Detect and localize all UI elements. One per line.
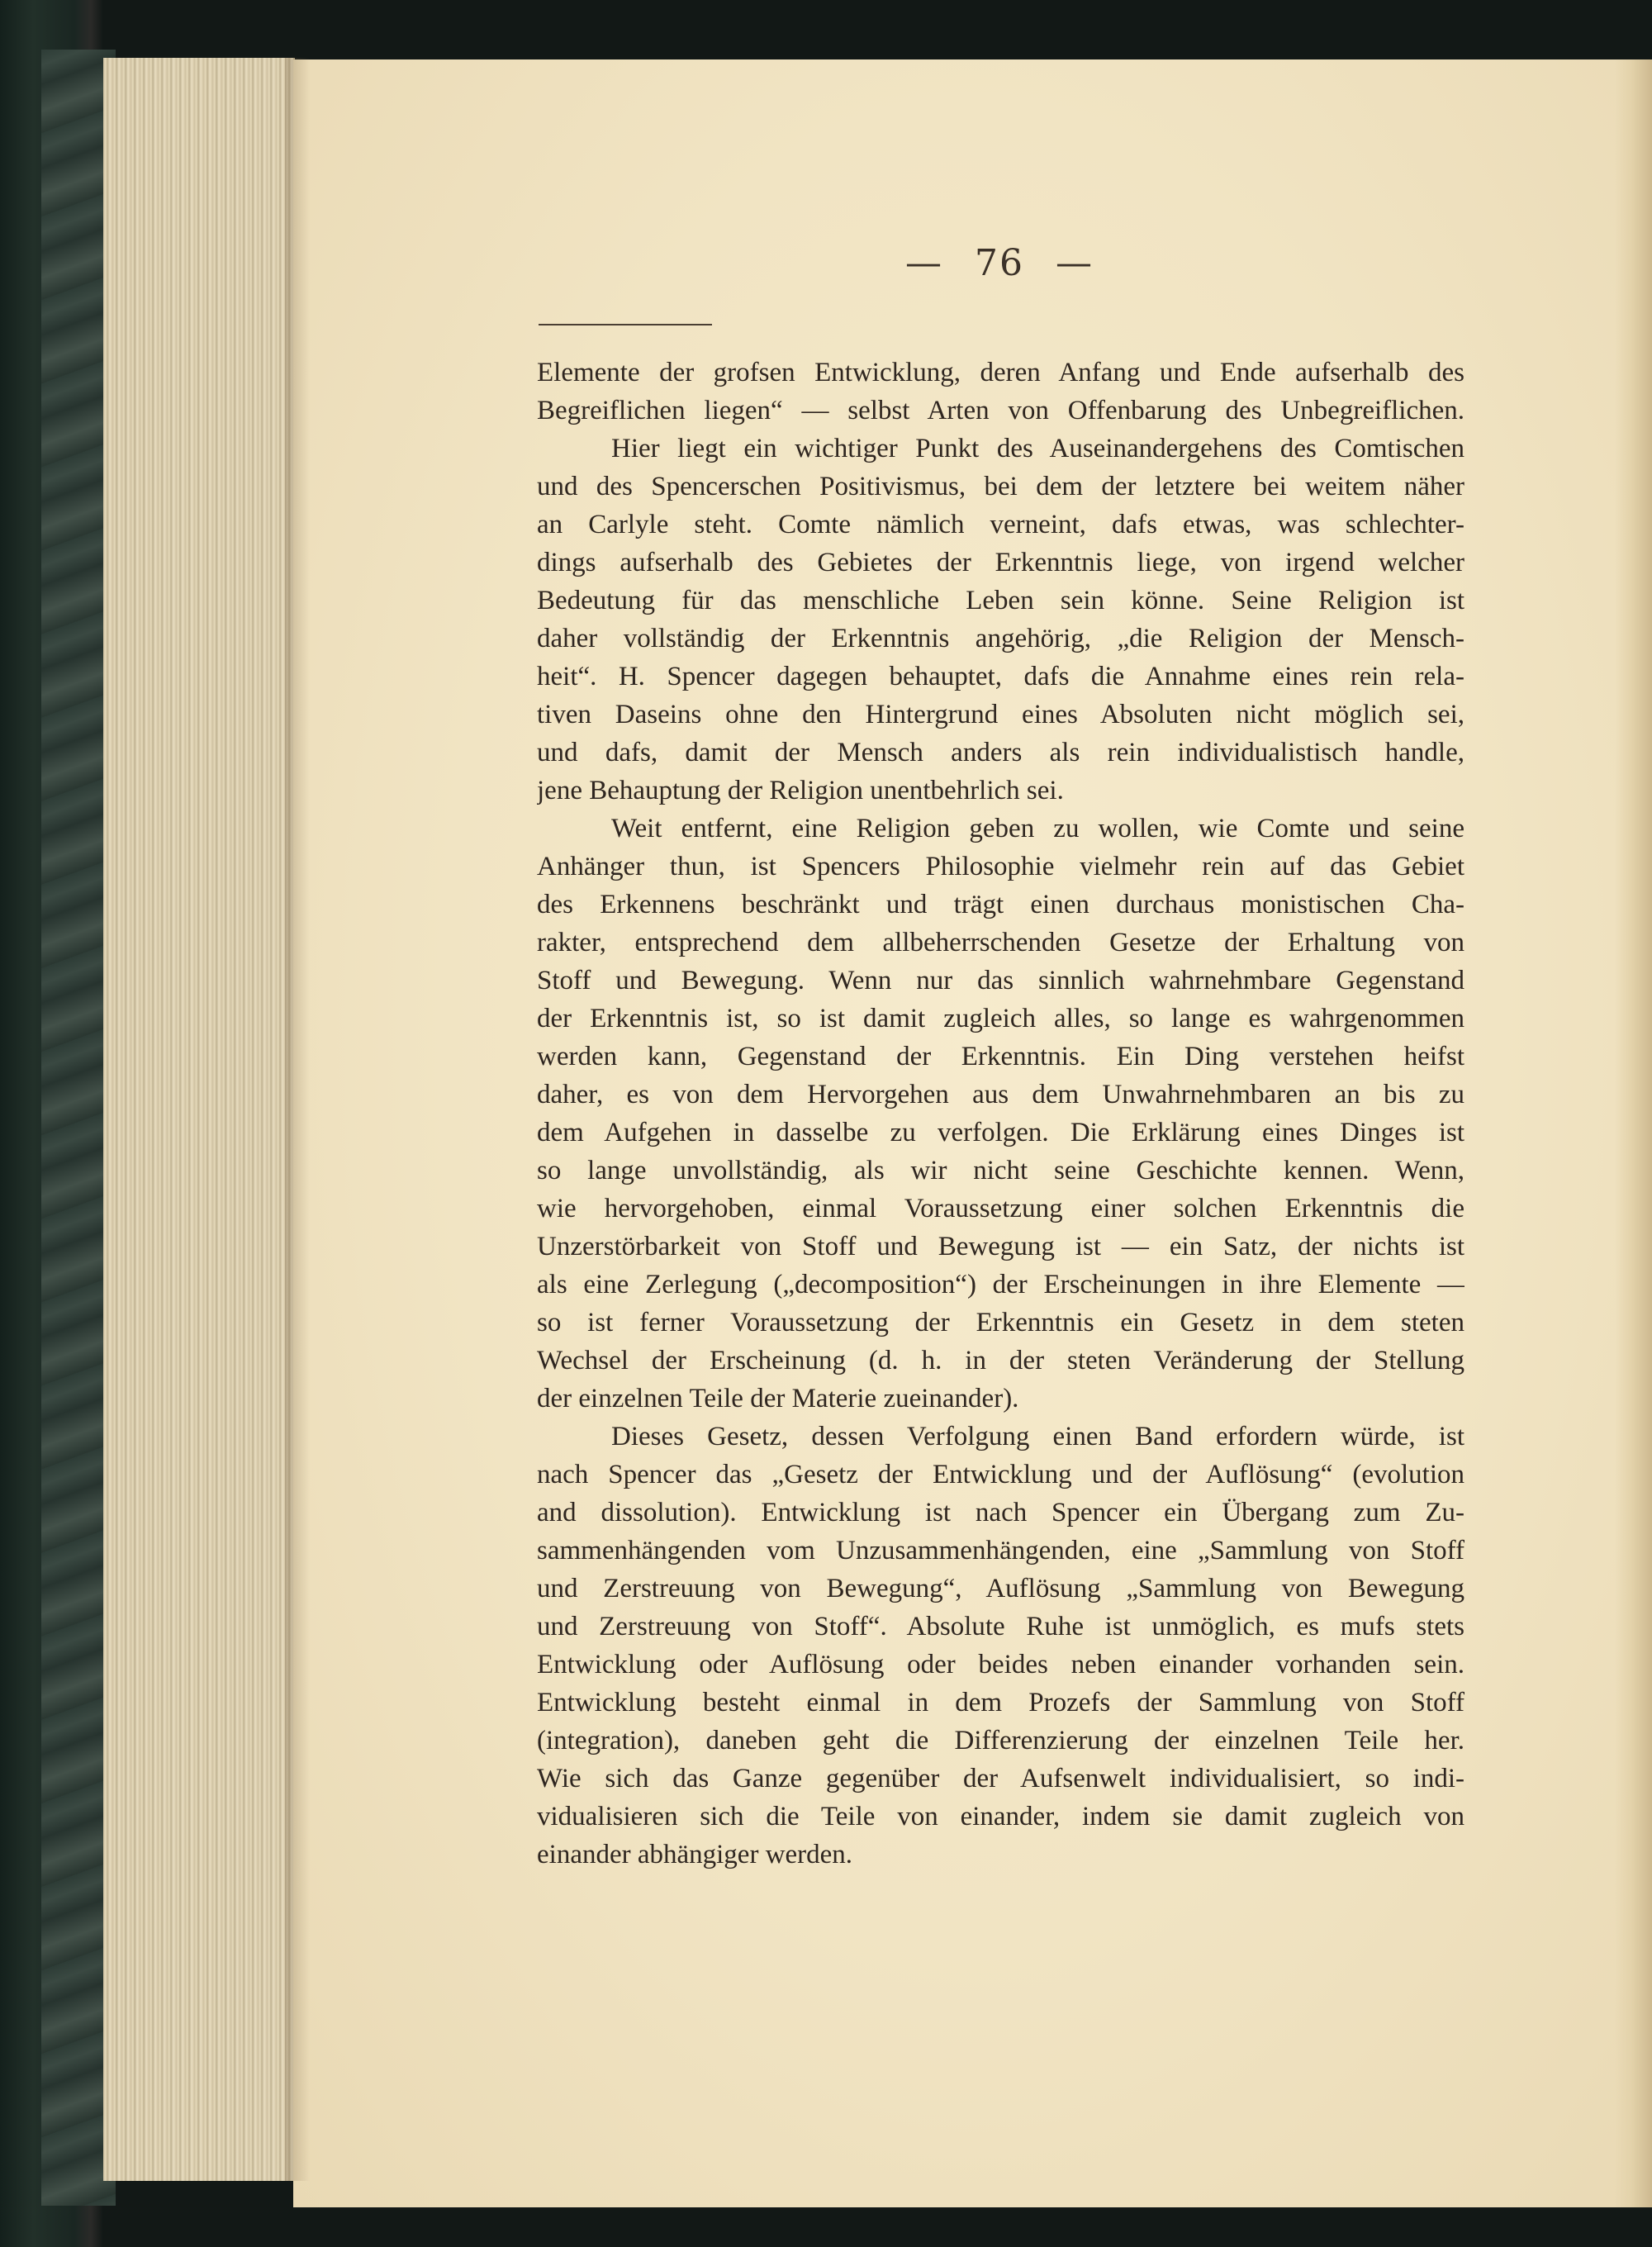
text-line: und dafs, damit der Mensch anders als rein individualistisch handle, (537, 738, 1464, 767)
text-line: and dissolution). Entwicklung ist nach Spencer ein Übergang zum Zu- (537, 1498, 1464, 1527)
text-line: Elemente der grofsen Entwicklung, deren Anfang und Ende aufserhalb des (537, 358, 1464, 387)
text-line: der Erkenntnis ist, so ist damit zugleich alles, so lange es wahrgenommen (537, 1004, 1464, 1033)
text-line: rakter, entsprechend dem allbeherrschenden Gesetze der Erhaltung von (537, 928, 1464, 957)
text-line: Stoff und Bewegung. Wenn nur das sinnlich wahrnehmbare Gegenstand (537, 966, 1464, 995)
text-line: jene Behauptung der Religion unentbehrlich sei. (537, 776, 1064, 805)
text-line: (integration), daneben geht die Differenzierung der einzelnen Teile her. (537, 1726, 1464, 1755)
text-line: Unzerstörbarkeit von Stoff und Bewegung ist — ein Satz, der nichts ist (537, 1232, 1464, 1261)
gutter-shadow (285, 58, 310, 2181)
page-stack-edges (103, 58, 295, 2181)
text-line: und Zerstreuung von Bewegung“, Auflösung „Sammlung von Bewegung (537, 1574, 1464, 1603)
page-number: — 76 — (905, 242, 1094, 284)
text-line: so lange unvollständig, als wir nicht seine Geschichte kennen. Wenn, (537, 1156, 1464, 1185)
text-line: dem Aufgehen in dasselbe zu verfolgen. Die Erklärung eines Dinges ist (537, 1118, 1464, 1147)
text-line: sammenhängenden vom Unzusammenhängenden, eine „Sammlung von Stoff (537, 1536, 1464, 1565)
text-line: so ist ferner Voraussetzung der Erkenntnis ein Gesetz in dem steten (537, 1308, 1464, 1337)
text-line: Entwicklung oder Auflösung oder beides neben einander vorhanden sein. (537, 1650, 1464, 1679)
text-line: der einzelnen Teile der Materie zueinander). (537, 1384, 1019, 1413)
text-line: an Carlyle steht. Comte nämlich verneint, dafs etwas, was schlechter- (537, 510, 1464, 539)
text-line: wie hervorgehoben, einmal Voraussetzung einer solchen Erkenntnis die (537, 1194, 1464, 1223)
text-line: tiven Daseins ohne den Hintergrund eines Absoluten nicht möglich sei, (537, 700, 1464, 729)
text-line: Hier liegt ein wichtiger Punkt des Auseinandergehens des Comtischen (611, 434, 1464, 463)
text-line: dings aufserhalb des Gebietes der Erkenntnis liege, von irgend welcher (537, 548, 1464, 577)
text-line: Entwicklung besteht einmal in dem Prozefs der Sammlung von Stoff (537, 1688, 1464, 1717)
text-line: einander abhängiger werden. (537, 1840, 853, 1869)
text-line: werden kann, Gegenstand der Erkenntnis. Ein Ding verstehen heifst (537, 1042, 1464, 1071)
text-line: Bedeutung für das menschliche Leben sein könne. Seine Religion ist (537, 586, 1464, 615)
text-line: nach Spencer das „Gesetz der Entwicklung und der Auflösung“ (evolution (537, 1460, 1464, 1489)
text-line: vidualisieren sich die Teile von einander, indem sie damit zugleich von (537, 1802, 1464, 1831)
text-line: als eine Zerlegung („decomposition“) der Erscheinungen in ihre Elemente — (537, 1270, 1464, 1299)
text-line: Dieses Gesetz, dessen Verfolgung einen Band erfordern würde, ist (611, 1422, 1464, 1451)
text-line: daher, es von dem Hervorgehen aus dem Unwahrnehmbaren an bis zu (537, 1080, 1464, 1109)
page-right-edge (1615, 59, 1652, 2207)
text-line: Begreiflichen liegen“ — selbst Arten von Offenbarung des Unbegreiflichen. (537, 396, 1464, 425)
text-line: Wie sich das Ganze gegenüber der Aufsenwelt individualisiert, so indi- (537, 1764, 1464, 1793)
text-line: des Erkennens beschränkt und trägt einen durchaus monistischen Cha- (537, 890, 1464, 919)
text-line: Wechsel der Erscheinung (d. h. in der steten Veränderung der Stellung (537, 1346, 1464, 1375)
text-line: Anhänger thun, ist Spencers Philosophie vielmehr rein auf das Gebiet (537, 852, 1464, 881)
text-line: heit“. H. Spencer dagegen behauptet, dafs die Annahme eines rein rela- (537, 662, 1464, 691)
header-rule (539, 324, 712, 325)
text-line: Weit entfernt, eine Religion geben zu wollen, wie Comte und seine (611, 814, 1464, 843)
text-line: daher vollständig der Erkenntnis angehörig, „die Religion der Mensch- (537, 624, 1464, 653)
text-line: und Zerstreuung von Stoff“. Absolute Ruhe ist unmöglich, es mufs stets (537, 1612, 1464, 1641)
body-text (537, 354, 1464, 1874)
text-line: und des Spencerschen Positivismus, bei dem der letztere bei weitem näher (537, 472, 1464, 501)
